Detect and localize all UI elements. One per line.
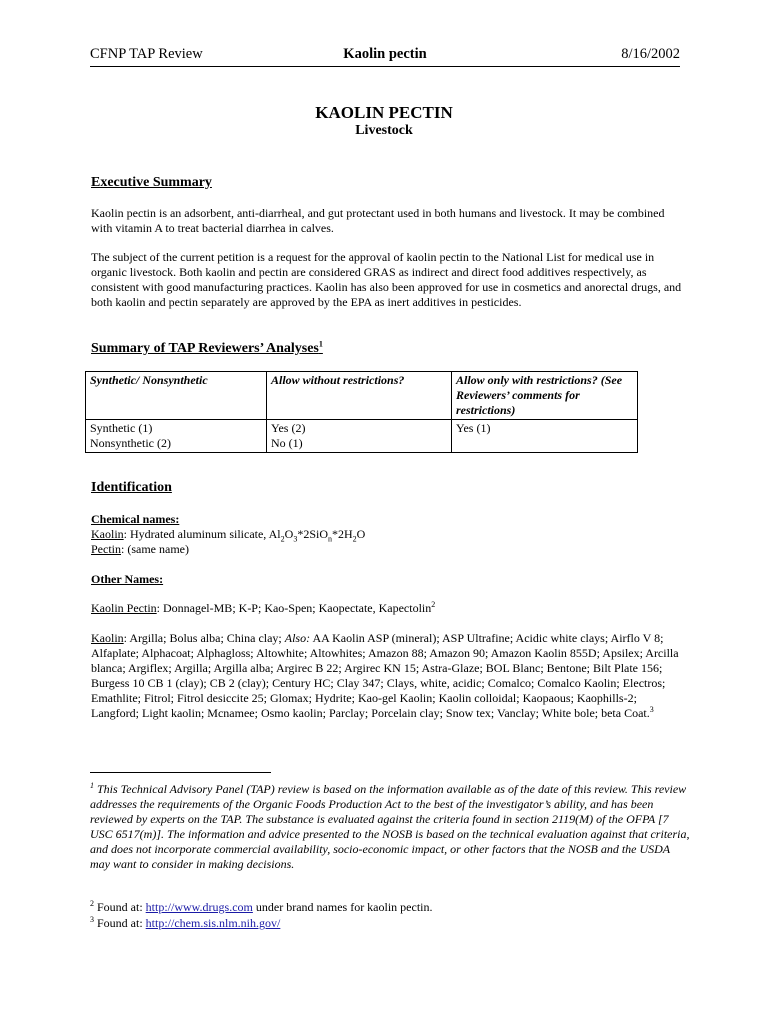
executive-summary-p1: Kaolin pectin is an adsorbent, anti-diarrheal, and gut protectant used in both humans and livestock. It may be combined with vitamin A to treat bacterial diarrhea in calves. bbox=[91, 206, 665, 235]
kaolin-description: : Hydrated aluminum silicate, bbox=[123, 527, 269, 541]
chem-sis-link[interactable]: http://chem.sis.nlm.nih.gov/ bbox=[145, 916, 281, 930]
executive-summary-heading: Executive Summary bbox=[91, 175, 212, 190]
chemical-names-block bbox=[91, 512, 683, 557]
footnote-2: $^2$ Found at: http://www.drugs.com under brand names for kaolin pectin. bbox=[90, 899, 433, 914]
footnote-ref-1[interactable]: 1 bbox=[318, 339, 323, 349]
chemical-formula: $Al_2O_3*2SiO_n*2H_2O$ bbox=[268, 527, 366, 544]
pectin-description: : (same name) bbox=[121, 542, 189, 556]
footnote-separator bbox=[90, 772, 271, 773]
footnote-number: 3 bbox=[90, 915, 94, 924]
kaolin-pectin-text: : Donnagel-MB; K-P; Kao-Spen; Kaopectate, Kapectolin bbox=[156, 601, 432, 615]
kaolin-pectin-names bbox=[91, 601, 683, 616]
tap-summary-table bbox=[85, 371, 638, 453]
header-left: CFNP TAP Review bbox=[90, 46, 203, 62]
also-label: Also: bbox=[284, 631, 311, 645]
footnote-number: 2 bbox=[90, 899, 94, 908]
table-cell bbox=[267, 420, 452, 453]
table-header-cell: Synthetic/ Nonsynthetic bbox=[86, 372, 267, 420]
document-title: KAOLIN PECTIN bbox=[315, 103, 453, 122]
kaolin-list-label: Kaolin bbox=[91, 631, 124, 645]
tap-summary-heading bbox=[91, 341, 323, 357]
header-date: 8/16/2002 bbox=[621, 46, 680, 62]
kaolin-synonyms-list: Kaolin: Argilla; Bolus alba; China clay; Also: AA Kaolin ASP (mineral); ASP Ultrafine; Acidic white clays; Airflo V 8; Alfaplate; Alphacoat; Alphagloss; Altowhite; Altowhites; Amazon 88; Amazon 90; Amazon Kaolin 855D; Apsilex; Arcilla blanca; Argiflex; Argilla; Argilla alba; Argirec B 22; Argirec KN 15; Astra-Glaze; BOL Blanc; Bentone; Bilt Plate 156; Burgess 10 CB 1 (clay); CB 2 (clay); Century HC; Clay 347; Clays, white, acidic; Comalco; Comalco Kaolin; Electros; Emathlite; Fitrol; Fitrol desiccite 25; Glomax; Hydrite; Kao-gel Kaolin; Kaolin colloidal; Kaopaous; Kaophills-2; Langford; Light kaolin; Mcnamee; Osmo kaolin; Parclay; Porcelain clay; Snow tex; Vanclay; White bole; beta Coat.$^3$ bbox=[91, 631, 679, 720]
footnote-number: 1 bbox=[90, 781, 94, 790]
table-cell bbox=[452, 420, 638, 453]
table-header-cell: Allow without restrictions? bbox=[267, 372, 452, 420]
kaolin-formula-line bbox=[91, 527, 683, 542]
table-header-row bbox=[86, 372, 638, 420]
header-title: Kaolin pectin bbox=[343, 46, 427, 62]
kaolin-pectin-label: Kaolin Pectin bbox=[91, 601, 157, 615]
chemical-names-label: Chemical names: bbox=[91, 512, 180, 526]
footnote-1: $^1$ This Technical Advisory Panel (TAP) review is based on the information available as of the date of this review. This review addresses the requirements of the Organic Foods Production Act to the best of the investigator’s ability, and has been reviewed by experts on the TAP. The substance is evaluated against the criteria found in section 2119(M) of the OFPA [7 USC 6517(m)]. The information and advice presented to the NOSB is based on the technical evaluation against that criteria, and does not incorporate commercial availability, socio-economic impact, or other factors that the NOSB and the USDA may want to consider in making decisions. bbox=[90, 781, 690, 871]
table-cell-line: Yes (2) bbox=[271, 421, 306, 435]
table-cell bbox=[86, 420, 267, 453]
table-row bbox=[86, 420, 638, 453]
kaolin-label: Kaolin bbox=[91, 527, 124, 541]
identification-heading: Identification bbox=[91, 480, 172, 495]
tap-summary-heading-text: Summary of TAP Reviewers’ Analyses bbox=[91, 341, 319, 356]
table-cell-line: Synthetic (1) bbox=[90, 421, 153, 435]
table-cell-line: No (1) bbox=[271, 436, 303, 450]
other-names-label: Other Names: bbox=[91, 572, 164, 586]
footnote-3: $^3$ Found at: http://chem.sis.nlm.nih.gov/ bbox=[90, 915, 281, 930]
drugs-com-link[interactable]: http://www.drugs.com bbox=[145, 900, 253, 914]
pectin-label: Pectin bbox=[91, 542, 121, 556]
footnote-ref-3[interactable]: 3 bbox=[649, 705, 654, 714]
running-header bbox=[90, 46, 680, 67]
document-subtitle: Livestock bbox=[355, 123, 413, 138]
footnote-ref-2[interactable]: 2 bbox=[431, 600, 436, 609]
executive-summary-p2: The subject of the current petition is a request for the approval of kaolin pectin to the National List for medical use in organic livestock. Both kaolin and pectin are considered GRAS as indirect and direct food additives respectively, as consistent with good manufacturing practices. Kaolin has also been approved for use in cosmetics and anorectal drugs, and both kaolin and pectin separately are approved by the EPA as inert additives in pesticides. bbox=[91, 250, 682, 309]
table-cell-line: Yes (1) bbox=[456, 421, 491, 435]
table-cell-line: Nonsynthetic (2) bbox=[90, 436, 171, 450]
pectin-line bbox=[91, 542, 683, 557]
table-header-cell: Allow only with restrictions? (See Reviewers’ comments for restrictions) bbox=[452, 372, 638, 420]
